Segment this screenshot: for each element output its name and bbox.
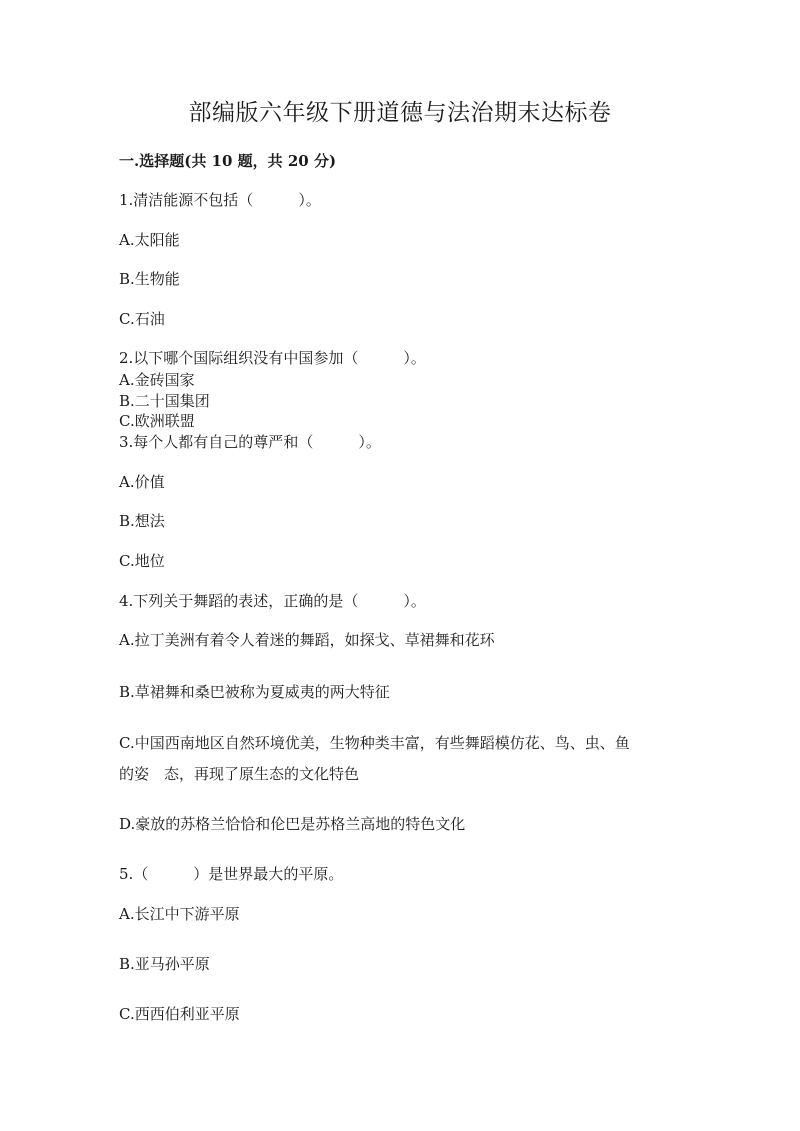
question-4-stem: 4.下列关于舞蹈的表述，正确的是（ ）。 xyxy=(119,592,426,610)
question-4-option-a: A.拉丁美洲有着令人着迷的舞蹈，如探戈、草裙舞和花环 xyxy=(119,631,495,649)
question-2-option-c: C.欧洲联盟 xyxy=(119,412,195,430)
question-5-stem: 5.（ ）是世界最大的平原。 xyxy=(119,865,344,883)
question-1-option-b: B.生物能 xyxy=(119,270,180,288)
question-1-option-a: A.太阳能 xyxy=(119,231,180,249)
question-3-option-c: C.地位 xyxy=(119,552,165,570)
question-3-option-b: B.想法 xyxy=(119,512,165,530)
question-4-option-c: C.中国西南地区自然环境优美，生物种类丰富，有些舞蹈模仿花、鸟、虫、鱼 xyxy=(119,734,630,752)
question-5-option-b: B.亚马孙平原 xyxy=(119,955,210,973)
question-2-option-b: B.二十国集团 xyxy=(119,392,210,410)
question-1-stem: 1.清洁能源不包括（ ）。 xyxy=(119,191,321,209)
question-5-option-a: A.长江中下游平原 xyxy=(119,905,240,923)
document-title: 部编版六年级下册道德与法治期末达标卷 xyxy=(188,100,612,126)
question-4-option-d: D.豪放的苏格兰恰恰和伦巴是苏格兰高地的特色文化 xyxy=(119,815,466,833)
question-3-option-a: A.价值 xyxy=(119,473,165,491)
question-2-stem: 2.以下哪个国际组织没有中国参加（ ）。 xyxy=(119,349,426,367)
question-4-option-b: B.草裙舞和桑巴被称为夏威夷的两大特征 xyxy=(119,683,390,701)
question-3-stem: 3.每个人都有自己的尊严和（ ）。 xyxy=(119,433,381,451)
question-5-option-c: C.西西伯利亚平原 xyxy=(119,1005,240,1023)
question-2-option-a: A.金砖国家 xyxy=(119,371,195,389)
section-heading: 一.选择题(共 10 题，共 20 分) xyxy=(119,152,337,170)
question-1-option-c: C.石油 xyxy=(119,310,165,328)
question-4-option-c-continued: 的姿 态，再现了原生态的文化特色 xyxy=(119,765,360,783)
